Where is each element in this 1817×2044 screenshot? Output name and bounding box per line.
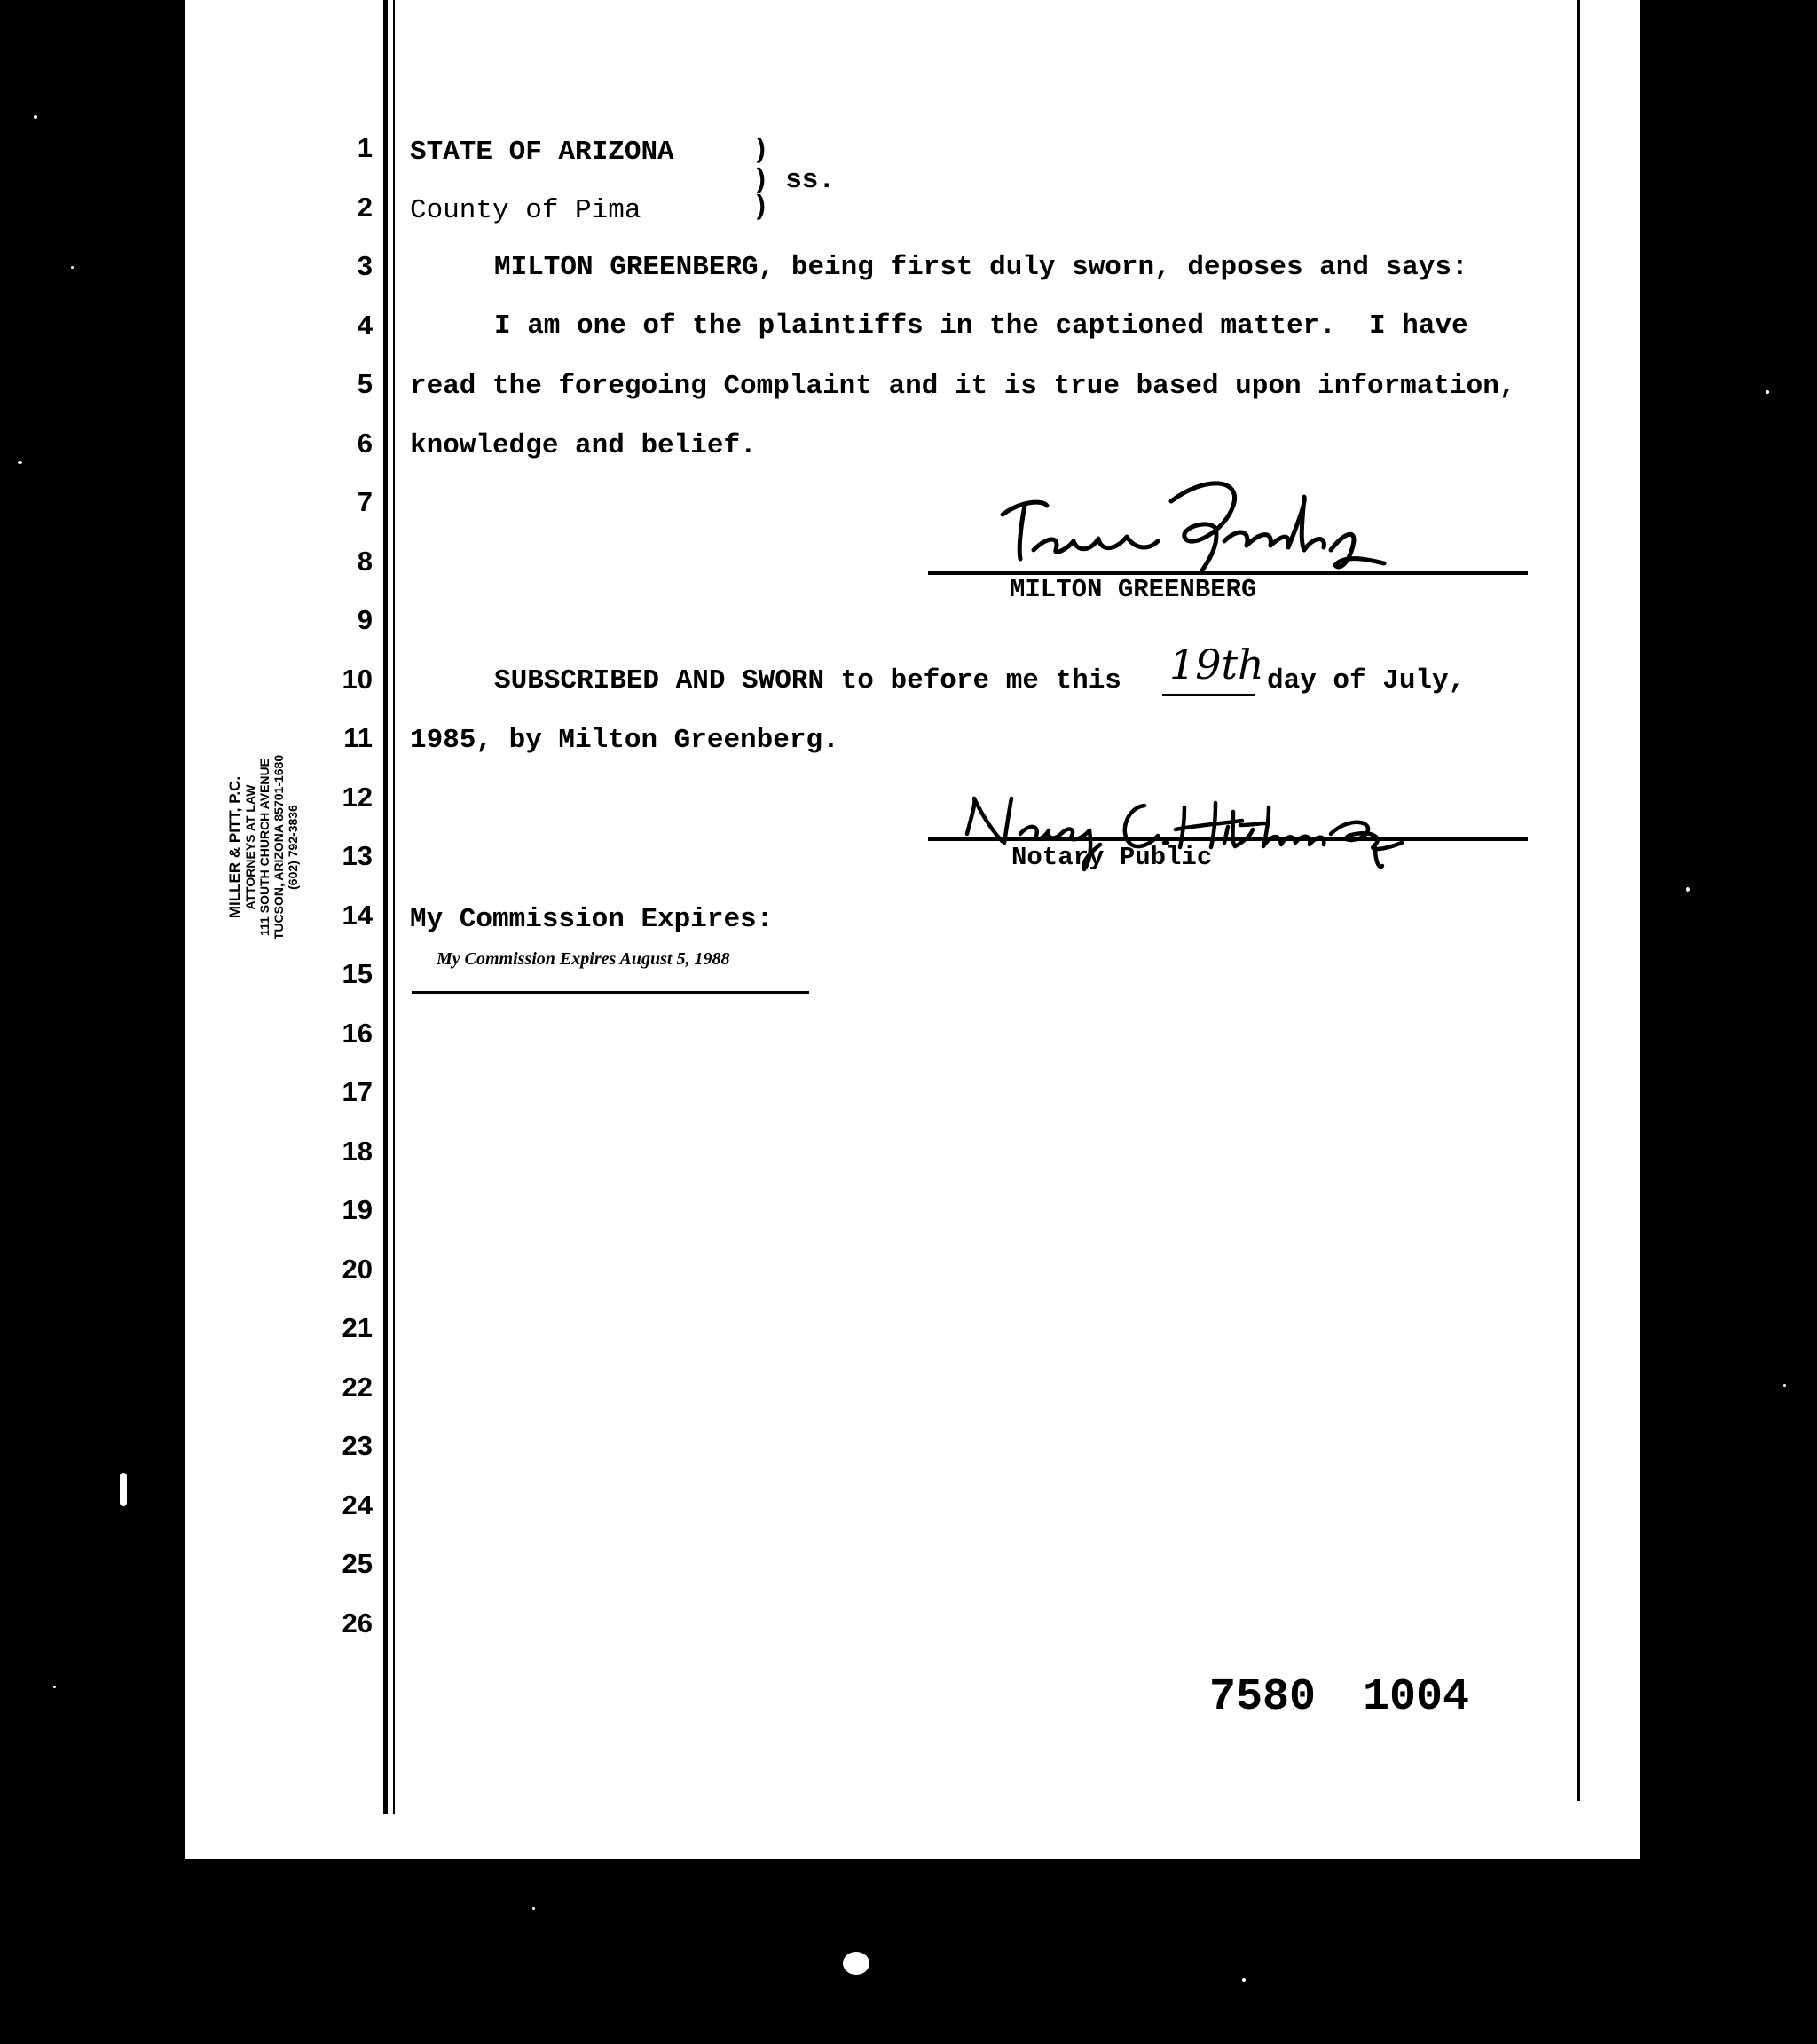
line-number: 13 <box>342 840 373 871</box>
line-number: 15 <box>342 958 373 989</box>
jurat-text: 1985, by Milton Greenberg. <box>410 725 839 756</box>
line-number: 24 <box>342 1490 373 1521</box>
line-number: 16 <box>342 1018 373 1049</box>
body-line: knowledge and belief. <box>410 430 757 461</box>
firm-phone: (602) 792-3836 <box>286 805 300 890</box>
jurat-text: day of July, <box>1267 665 1466 696</box>
body-line: read the foregoing Complaint and it is true based upon information, <box>410 371 1516 402</box>
line-number: 11 <box>343 722 373 753</box>
notary-signature-line <box>928 837 1528 841</box>
commission-label: My Commission Expires: <box>410 904 774 935</box>
line-number: 23 <box>342 1430 373 1461</box>
firm-name: MILLER & PITT, P.C. <box>226 775 243 919</box>
line-number: 5 <box>357 368 373 399</box>
firm-address: 111 SOUTH CHURCH AVENUE <box>257 759 271 936</box>
line-number: 7 <box>357 486 373 517</box>
line-number: 18 <box>342 1136 373 1167</box>
line-number: 22 <box>342 1372 373 1403</box>
caption-county: County of Pima <box>410 195 641 226</box>
caption-state: STATE OF ARIZONA <box>410 137 674 168</box>
line-number: 3 <box>357 250 373 281</box>
commission-stamp: My Commission Expires August 5, 1988 <box>437 949 730 969</box>
right-margin-rule <box>1577 0 1580 1801</box>
left-margin-rule-inner <box>393 0 395 1814</box>
caption-paren: ) <box>752 192 769 223</box>
line-number: 6 <box>357 428 373 459</box>
line-number: 10 <box>342 664 373 695</box>
line-number: 9 <box>357 604 373 635</box>
line-number: 8 <box>357 546 373 577</box>
firm-line: ATTORNEYS AT LAW <box>243 784 257 910</box>
line-number: 17 <box>342 1076 373 1107</box>
line-number: 1 <box>357 132 373 163</box>
line-number: 26 <box>342 1608 373 1639</box>
line-number: 19 <box>342 1194 373 1225</box>
affiant-signature <box>994 466 1420 572</box>
firm-city: TUCSON, ARIZONA 85701-1680 <box>271 754 286 940</box>
line-number: 25 <box>342 1548 373 1579</box>
line-number: 20 <box>342 1254 373 1285</box>
affiant-name: MILTON GREENBERG <box>1010 575 1257 604</box>
line-number: 2 <box>357 192 373 223</box>
line-number: 12 <box>342 782 373 813</box>
body-line: MILTON GREENBERG, being first duly sworn, deposes and says: <box>494 252 1468 283</box>
line-number: 14 <box>342 900 373 931</box>
law-firm-imprint <box>226 683 300 1011</box>
caption-ss: ) ss. <box>752 165 836 196</box>
caption-paren: ) <box>752 135 769 166</box>
commission-line <box>412 991 809 994</box>
body-line: I am one of the plaintiffs in the captioned matter. I have <box>494 311 1468 342</box>
document-number-part: 7580 <box>1209 1672 1317 1723</box>
line-number: 21 <box>342 1312 373 1343</box>
line-number: 4 <box>357 310 373 341</box>
jurat-day-underline <box>1162 694 1255 696</box>
document-number-part: 1004 <box>1363 1672 1470 1723</box>
notary-title: Notary Public <box>1011 843 1213 872</box>
jurat-day-handwritten: 19th <box>1169 641 1264 688</box>
left-margin-rule <box>383 0 388 1814</box>
jurat-text: SUBSCRIBED AND SWORN to before me this <box>494 665 1121 696</box>
